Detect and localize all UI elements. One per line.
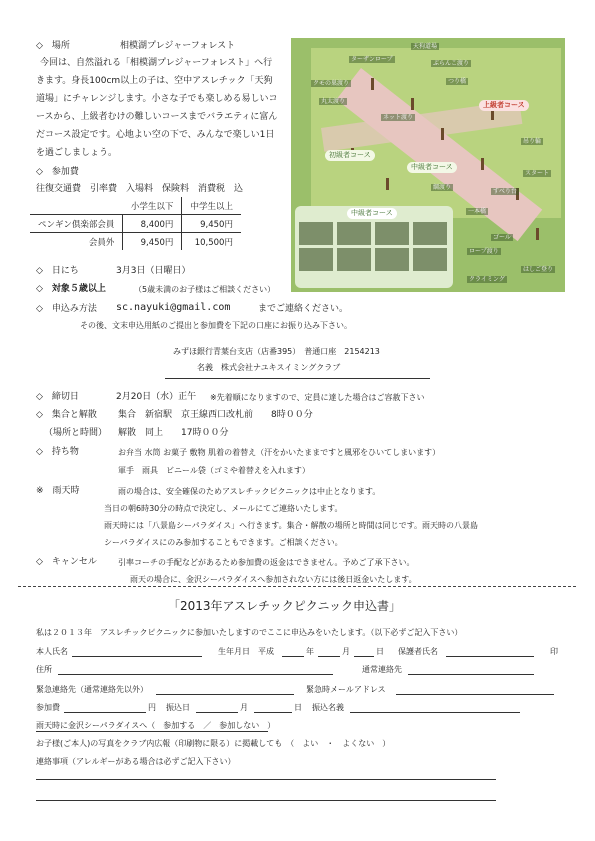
rain-question-underline [36, 731, 268, 732]
form-seal: 印 [550, 647, 558, 656]
photo [299, 222, 333, 245]
rain-line-3: 雨天時には「八景島シーパラダイス」へ行きます。集合・解散の場所と時間は同じです。雨天時の八景島 [104, 521, 478, 530]
map-sign: すべり台 [493, 188, 517, 195]
form-paymonth: 月 [240, 703, 248, 712]
form-title: 「2013年アスレチックピクニック申込書」 [168, 599, 401, 613]
fee-header-elementary: 小学生以下 [123, 197, 182, 215]
cancel-label: ◇ キャンセル [36, 557, 97, 567]
pay-name-field[interactable] [350, 712, 520, 713]
place-body-1: 今回は、自然溢れる「相模湖プレジャーフォレスト」へ行 [40, 58, 273, 68]
form-contact-label: 通常連絡先 [362, 665, 402, 674]
place-body-3: 道場」にチャレンジします。小さな子でも楽しめる易しいコ [36, 94, 278, 104]
map-sign: 綱渡り [433, 184, 452, 191]
map-sign: ぶらんこ渡り [433, 60, 470, 67]
course-intermediate: 中級者コース [407, 162, 457, 173]
address-field[interactable] [58, 674, 333, 675]
course-map [291, 38, 565, 292]
bring-line-2: 軍手 雨具 ビニール袋（ゴミや着替えを入れます） [118, 466, 310, 475]
fee-row-member-junior: 9,450円 [182, 215, 241, 233]
map-sign: ロープ渡り [469, 248, 499, 255]
cancel-line-2: 雨天の場合に、金沢シーパラダイスへ参加されない方には後日返金いたします。 [130, 575, 417, 584]
course-intermediate-photos: 中級者コース [347, 208, 397, 219]
apply-label: ◇ 申込み方法 [36, 304, 97, 314]
map-sign: つり橋 [448, 78, 467, 85]
form-yen: 円 [148, 703, 156, 712]
rain-label: ※ 雨天時 [36, 486, 80, 496]
fee-table [30, 197, 241, 250]
map-sign: ターザンロープ [351, 56, 393, 63]
bank-box [165, 340, 430, 379]
map-post [536, 228, 539, 240]
pay-month-field[interactable] [196, 712, 238, 713]
photo [413, 248, 447, 271]
form-year: 年 [306, 647, 314, 656]
photo [337, 222, 371, 245]
map-post [371, 78, 374, 90]
map-sign: 一本橋 [468, 208, 487, 215]
form-photo-question[interactable]: お子様(ご本人)の写真をクラブ内広報（印刷物に限る）に掲載しても （ よい ・ よくない ） [36, 739, 391, 748]
form-day: 日 [376, 647, 384, 656]
course-beginner: 初級者コース [325, 150, 375, 161]
fee-row-nonmember-junior: 10,500円 [182, 233, 241, 251]
fee-row-nonmember-label: 会員外 [88, 237, 115, 248]
fee-header-junior: 中学生以上 [182, 197, 241, 215]
photo [413, 222, 447, 245]
map-sign: 吊り輪 [523, 138, 542, 145]
apply-email[interactable]: sc.nayuki@gmail.com [116, 302, 231, 313]
apply-note: その後、文末申込用紙のご提出と参加費を下記の口座にお振り込み下さい。 [80, 321, 352, 330]
deadline-label: ◇ 締切日 [36, 392, 79, 402]
fee-label: ◇ 参加費 [36, 167, 79, 177]
notes-line-2[interactable] [36, 800, 496, 801]
map-sign: 天狗道場 [413, 43, 438, 50]
place-body-4: ースから、上級者むけの難しいコースまでバラエティに富ん [36, 112, 278, 122]
map-post [441, 128, 444, 140]
birth-month-field[interactable] [318, 656, 340, 657]
bring-line-1: お弁当 水筒 お菓子 敷物 肌着の着替え（汗をかいたままですと風邪をひいてしまいます） [118, 448, 441, 457]
rain-line-4: シーパラダイスにのみ参加することもできます。ご相談ください。 [104, 538, 343, 547]
target-note: （5歳未満のお子様はご相談ください） [134, 285, 276, 294]
form-month: 月 [342, 647, 350, 656]
fee-field[interactable] [64, 712, 146, 713]
meet-label: ◇ 集合と解散 [36, 410, 97, 420]
date-label: ◇ 日にち [36, 266, 79, 276]
meet-gather: 集合 新宿駅 京王線西口改札前 8時００分 [118, 410, 313, 420]
form-birth-label: 生年月日 平成 [218, 647, 274, 656]
form-paydate-label: 振込日 [166, 703, 190, 712]
form-notes-label: 連絡事項（アレルギーがある場合は必ずご記入下さい） [36, 757, 236, 766]
emergency-email-field[interactable] [396, 694, 554, 695]
fee-row-member-label: ペンギン倶楽部会員 [30, 215, 123, 233]
form-payday: 日 [294, 703, 302, 712]
photo [375, 222, 409, 245]
form-guardian-label: 保護者氏名 [398, 647, 438, 656]
map-post [481, 158, 484, 170]
meet-dismiss: 解散 同上 17時００分 [118, 428, 229, 438]
form-address-label: 住所 [36, 665, 52, 674]
photo [299, 248, 333, 271]
pay-day-field[interactable] [254, 712, 292, 713]
emergency-field[interactable] [156, 694, 294, 695]
name-field[interactable] [72, 656, 202, 657]
form-fee-label: 参加費 [36, 703, 60, 712]
cut-line [18, 586, 576, 587]
form-email-label: 緊急時メールアドレス [306, 685, 386, 694]
map-sign: ネット渡り [383, 114, 414, 121]
photo [375, 248, 409, 271]
form-emergency-label: 緊急連絡先（通常連絡先以外） [36, 685, 148, 694]
birth-day-field[interactable] [354, 656, 374, 657]
place-body-5: だコース設定です。心地よい空の下で、みんなで楽しい1日 [36, 130, 275, 140]
bring-label: ◇ 持ち物 [36, 447, 79, 457]
form-name-label: 本人氏名 [36, 647, 68, 656]
form-intro: 私は２０１３年 アスレチックピクニックに参加いたしますのでここに申込みをいたします。（以下必ずご記入下さい） [36, 628, 463, 637]
bank-holder: 名義 株式会社ナユキスイミングクラブ [197, 363, 341, 372]
place-label: ◇ 場所 [36, 41, 70, 51]
map-sign: はしご登り [523, 266, 554, 273]
rain-line-2: 当日の朝6時30分の時点で決定し、メールにてご連絡いたします。 [104, 504, 343, 513]
photo [337, 248, 371, 271]
bank-account: みずほ銀行青葉台支店（店番395） 普通口座 2154213 [173, 347, 380, 356]
meet-sub: （場所と時間） [44, 428, 108, 438]
rain-line-1: 雨の場合は、安全確保のためアスレチックピクニックは中止となります。 [118, 487, 381, 496]
map-sign: 丸太渡り [321, 98, 346, 105]
fee-row-member-elementary: 8,400円 [123, 215, 182, 233]
contact-field[interactable] [408, 674, 534, 675]
map-post [411, 98, 414, 110]
form-payname-label: 振込名義 [312, 703, 344, 712]
map-sign: クライミング [469, 276, 505, 283]
notes-line-1[interactable] [36, 779, 496, 780]
target-label: ◇ 対象５歳以上 [36, 284, 106, 294]
course-advanced: 上級者コース [479, 100, 529, 111]
deadline-value: 2月20日（水）正午 [116, 392, 197, 402]
apply-suffix: までご連絡ください。 [258, 304, 349, 314]
date-value: 3月3日（日曜日） [116, 266, 191, 276]
map-sign: クモの巣渡り [313, 80, 350, 87]
guardian-field[interactable] [446, 656, 534, 657]
map-sign: スタート [525, 170, 550, 177]
map-sign: ゴール [493, 234, 511, 241]
map-post [386, 178, 389, 190]
deadline-note: ※先着順になりますので、定員に達した場合はご容赦下さい [210, 393, 425, 402]
place-body-2: きます。身長100cm以上の子は、空中アスレチック「天狗 [36, 76, 273, 86]
fee-note: 往復交通費 引率費 入場料 保険料 消費税 込 [36, 184, 244, 194]
place-name: 相模湖プレジャーフォレスト [120, 41, 236, 51]
birth-year-field[interactable] [282, 656, 304, 657]
form-rain-question[interactable]: 雨天時に金沢シーパラダイスへ（ 参加する ／ 参加しない ） [36, 721, 276, 730]
fee-row-nonmember-elementary: 9,450円 [123, 233, 182, 251]
course-photos [295, 206, 453, 288]
place-body-6: を過ごしましょう。 [36, 148, 118, 158]
cancel-line-1: 引率コーチの手配などがあるため参加費の返金はできません。予めご了承下さい。 [118, 558, 415, 567]
